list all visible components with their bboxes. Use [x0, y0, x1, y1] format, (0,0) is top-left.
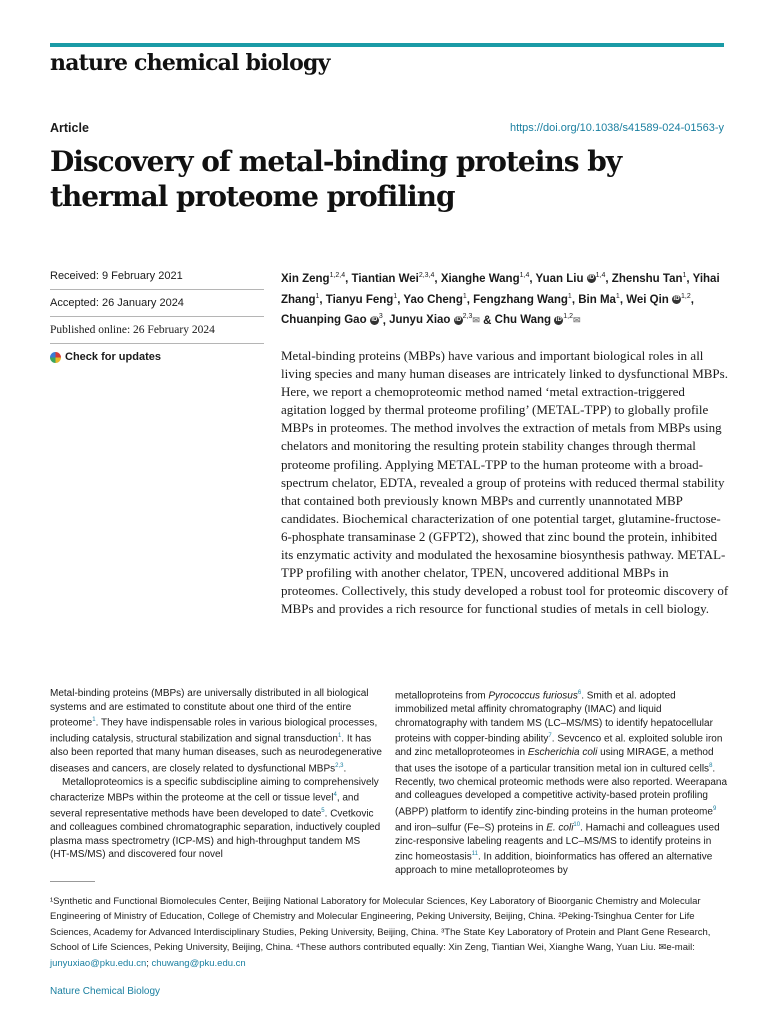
check-for-updates-button[interactable]	[50, 351, 161, 363]
text-run: . In addition, bioinformatics has offered an alternative approach to mine metalloproteomes by	[395, 851, 713, 877]
footer-journal-name: Nature Chemical Biology	[50, 986, 161, 997]
author[interactable]	[626, 294, 691, 306]
author-list: Xin Zeng$^{1,2,4}$, Tiantian Wei$^{2,3,4}$, Xianghe Wang$^{1,4}$, Yuan Liu iD $^{1,4}$, Zhenshu Tan$^1$, Yihai Zhang$^1$, Tianyu Feng$^1$, Yao Cheng$^1$, Fengzhang Wang$^1$, Bin Ma$^1$, Wei Qin iD $^{1,2}$, Chuanping Gao iD $^3$, Junyu Xiao iD $^{2,3}$✉ & Chu Wang iD $^{1,2}$✉	[281, 267, 731, 329]
author[interactable]	[403, 294, 466, 306]
author[interactable]	[281, 273, 345, 285]
mail-icon[interactable]: ✉	[573, 314, 581, 325]
citation-ref[interactable]: 1	[337, 733, 342, 740]
body-column-left	[50, 687, 382, 862]
check-updates-row	[50, 344, 264, 370]
mail-icon: ✉	[658, 942, 667, 954]
author-affiliation-marks: 1	[393, 292, 398, 300]
text-run: metalloproteins from	[395, 690, 489, 702]
published-date: Published online: 26 February 2024	[50, 317, 264, 344]
text-run: .	[343, 762, 347, 774]
orcid-icon[interactable]: iD	[371, 316, 378, 323]
text-run: . Recently, two chemical proteomic methods were also reported. Weerapana and colleagues developed a competitive activity-based protein profiling (ABPP) platform to identify zinc-binding proteins in the human proteome	[395, 762, 728, 818]
body-column-right	[395, 687, 727, 878]
text-run: , and several representative methods have been developed to date	[50, 792, 360, 820]
author-affiliation-marks: 1,4	[595, 272, 606, 279]
italic-term: Escherichia coli	[527, 747, 598, 759]
author-affiliation-marks: 1	[462, 292, 467, 300]
author-name: Tiantian Wei	[351, 272, 419, 285]
author[interactable]	[495, 314, 581, 326]
author-affiliation-marks: 1	[615, 292, 620, 300]
citation-ref[interactable]: 7	[548, 733, 552, 740]
text-run: . Cvetkovic and colleagues combined chromatographic separation, inductively coupled plasma mass spectrometry (ICP-MS) and high-throughput tandem MS (HT-MS/MS) and discovered four novel	[50, 808, 381, 861]
journal-accent-bar	[50, 43, 724, 47]
text-run: using MIRAGE, a method that uses the isotope of a particular transition metal ion in cultured cells	[395, 747, 714, 774]
email-link-chuwang[interactable]: chuwang@pku.edu.cn	[151, 957, 246, 969]
author-name: Fengzhang Wang	[473, 293, 568, 306]
accepted-date: Accepted: 26 January 2024	[50, 290, 264, 317]
citation-ref[interactable]: 10	[573, 821, 581, 828]
author[interactable]	[389, 314, 480, 326]
footnote-divider	[50, 881, 95, 882]
author[interactable]	[612, 273, 687, 285]
author-name: Zhenshu Tan	[611, 272, 683, 285]
author-name: Wei Qin	[626, 293, 669, 306]
citation-ref[interactable]: 1	[92, 717, 96, 724]
author-affiliation-marks: 1	[682, 272, 687, 279]
body-paragraph	[50, 687, 382, 776]
citation-ref[interactable]: 2,3	[335, 762, 344, 769]
author[interactable]	[281, 314, 383, 326]
author-affiliation-marks: 1,2	[563, 313, 574, 321]
author-name: Bin Ma	[578, 293, 616, 306]
author-affiliation-marks: 1,2,4	[329, 272, 346, 279]
article-history	[50, 263, 264, 370]
author[interactable]	[326, 294, 397, 306]
doi-link[interactable]: https://doi.org/10.1038/s41589-024-01563-y	[509, 122, 724, 134]
affiliations-text: ¹Synthetic and Functional Biomolecules Center, Beijing National Laboratory for Molecular Sciences, Key Laboratory of Bioorganic Chemistry and Molecular Engineering of Ministry of Education, College of Chemistry and Molecular Engineering, Peking University, Beijing, China. ²Peking-Tsinghua Center for Life Sciences, Academy for Advanced Interdisciplinary Studies, Peking University, Beijing, China. ³The State Key Laboratory of Protein and Plant Gene Research, School of Life Sciences, Peking University, Beijing, China. ⁴These authors contributed equally: Xin Zeng, Tiantian Wei, Xianghe Wang, Yuan Liu.	[50, 896, 711, 954]
citation-ref[interactable]: 4	[333, 792, 337, 799]
author[interactable]	[441, 273, 530, 285]
text-run: Metal-binding proteins (MBPs) are universally distributed in all biological systems and are estimated to constitute about one third of the entire proteome	[50, 688, 369, 729]
author-affiliation-marks: 2,3,4	[418, 272, 435, 279]
orcid-icon[interactable]: iD	[673, 296, 680, 303]
author-name: Chuanping Gao	[281, 314, 367, 327]
citation-ref[interactable]: 8	[709, 762, 713, 769]
text-run: . Smith et al. adopted immobilized metal affinity chromatography (IMAC) and liquid chromatography with tandem MS (LC–MS/MS) to identify hepatocellular proteins with copper-binding ability	[395, 690, 713, 745]
crossmark-icon	[50, 352, 61, 363]
orcid-icon[interactable]: iD	[455, 316, 462, 323]
orcid-icon[interactable]: iD	[555, 316, 562, 323]
author-name: Chu Wang	[494, 314, 552, 327]
author-name: Tianyu Feng	[325, 293, 394, 306]
author[interactable]	[352, 273, 435, 285]
author-affiliation-marks: 3	[378, 313, 383, 321]
author-affiliation-marks: 1,2	[681, 292, 691, 300]
author-affiliation-marks: 1,4	[519, 272, 530, 279]
affiliations	[50, 894, 730, 971]
author-name: Yihai Zhang	[281, 272, 720, 306]
author-affiliation-marks: 2,3	[462, 313, 473, 321]
citation-ref[interactable]: 9	[712, 805, 717, 812]
article-title: Discovery of metal-binding proteins by thermal proteome profiling	[50, 145, 622, 213]
mail-icon[interactable]: ✉	[472, 314, 480, 325]
email-separator: ;	[146, 957, 149, 969]
author-name: Xianghe Wang	[440, 272, 520, 285]
abstract: Metal-binding proteins (MBPs) have various and important biological roles in all living species and many human diseases are intricately linked to dysfunctional MBPs. Here, we report a chemoproteomic method named ‘metal extraction-triggered agitation logged by thermal proteome profiling’ (METAL-TPP) to globally profile MBPs in proteomes. The method involves the extraction of metals from MBPs using chelators and monitoring the resulting protein stability changes through thermal proteome profiling. Applying METAL-TPP to the human proteome with a broad-spectrum chelator, EDTA, revealed a group of proteins with reduced thermal stability that contained both previously known MBPs and currently unannotated MBP candidates. Biochemical characterization of one potential target, glutamine-fructose-6-phosphate transaminase 2 (GFPT2), showed that zinc bound the protein, inhibited its enzymatic activity and modulated the hexosamine biosynthesis pathway. METAL-TPP profiling with another chelator, TPEN, uncovered additional MBPs in proteomes. Collectively, this study developed a robust tool for proteomic discovery of MBPs and provides a rich resource for functional studies of metals in cell biology.	[281, 348, 729, 617]
author-name: Junyu Xiao	[389, 314, 451, 327]
email-link-junyuxiao[interactable]: junyuxiao@pku.edu.cn	[50, 957, 147, 969]
orcid-icon[interactable]: iD	[588, 275, 595, 282]
citation-ref[interactable]: 6	[577, 690, 582, 696]
author[interactable]	[473, 294, 572, 306]
author[interactable]	[536, 273, 606, 285]
body-paragraph	[50, 776, 382, 862]
italic-term: Pyrococcus furiosus	[488, 690, 578, 702]
author-affiliation-marks: 1	[567, 292, 572, 300]
body-paragraph	[395, 687, 727, 878]
citation-ref[interactable]: 11	[471, 851, 478, 858]
author[interactable]	[578, 294, 620, 306]
text-run: and iron–sulfur (Fe–S) proteins in	[395, 821, 547, 833]
text-run: . They have indispensable roles in various biological processes, including catalysis, structural stabilization and signal transduction	[50, 717, 378, 745]
author-name: Xin Zeng	[281, 272, 330, 285]
italic-term: E. coli	[546, 821, 574, 833]
article-type-label: Article	[50, 121, 89, 135]
text-run: . Sevcenco et al. exploited soluble iron and zinc metalloproteomes in	[395, 733, 723, 759]
text-run: . It has also been reported that many human diseases, such as neurodegenerative diseases and cancers, are closely related to dysfunctional MBPs	[50, 733, 382, 774]
received-date: Received: 9 February 2021	[50, 263, 264, 290]
author-name: Yuan Liu	[535, 272, 584, 285]
journal-logo: nature chemical biology	[50, 50, 330, 76]
check-for-updates-label: Check for updates	[65, 351, 161, 363]
text-run: Metalloproteomics is a specific subdiscipline aiming to comprehensively characterize MBPs within the proteome at the cell or tissue level	[50, 776, 379, 804]
author-name: Yao Cheng	[403, 293, 463, 306]
email-label: e-mail:	[666, 942, 695, 954]
citation-ref[interactable]: 5	[321, 808, 325, 815]
author-affiliation-marks: 1	[315, 292, 320, 300]
text-run: . Hamachi and colleagues used zinc-responsive labeling reagents and LC–MS/MS to identify proteins in zinc homeostasis	[395, 821, 720, 863]
